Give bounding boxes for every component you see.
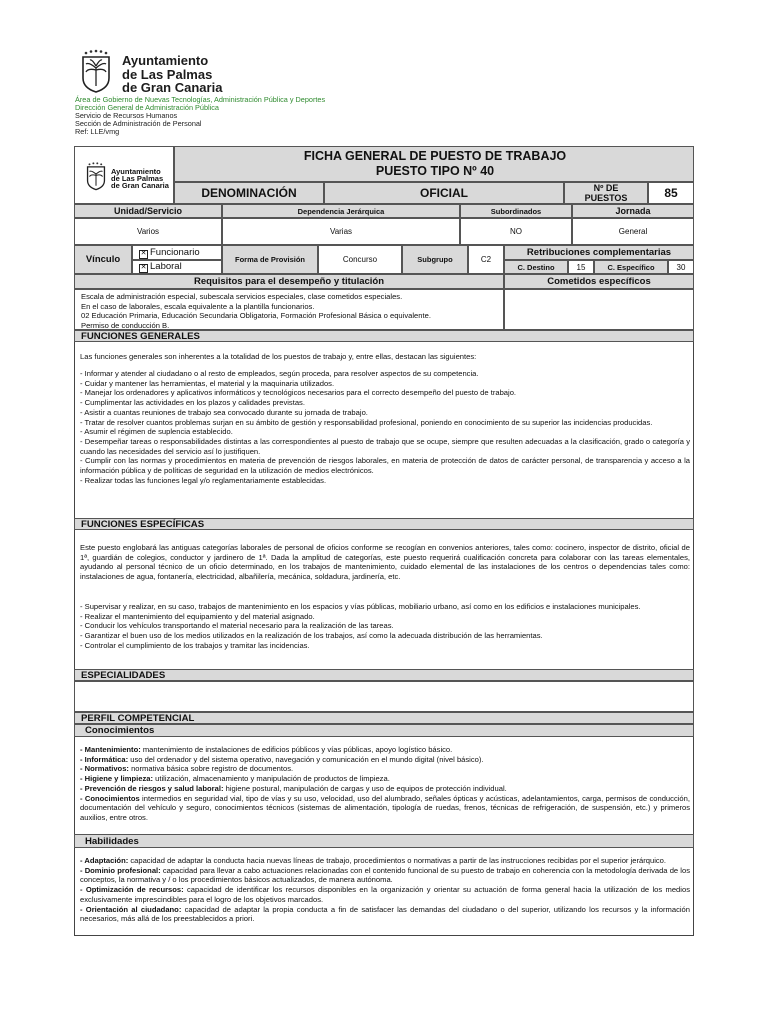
dependencia-value: Varias [222, 218, 460, 245]
funciones-especificas-list [80, 602, 690, 651]
checked-box-icon: ✕ [140, 264, 147, 271]
cometidos-text [504, 289, 694, 330]
list-item: - Desempeñar tareas o responsabilidades distintas a las correspondientes al puesto de trabajo que se ocupe, siempre que resulten adecuadas a la clasificación, grado o categoría y cuando las necesidades del servicio así lo justifiquen. [80, 436, 690, 456]
vinculo-label: Vínculo [74, 245, 132, 274]
habilidades-heading: Habilidades [74, 834, 694, 848]
org-name-line2: de Las Palmas [122, 67, 213, 82]
vinculo-funcionario [132, 245, 222, 260]
coat-of-arms-icon [76, 48, 122, 94]
list-item: - Asistir a cuantas reuniones de trabajo sea convocado durante su jornada de trabajo. [80, 407, 368, 417]
list-item: - Supervisar y realizar, en su caso, trabajos de mantenimiento en los espacios y vías públicas, mobiliario urbano, así como en los edificios e instalaciones municipales. [80, 602, 641, 611]
funciones-especificas-intro: Este puesto englobará las antiguas categorías laborales de personal de oficios conforme se recogían en convenios anteriores, tales como: cocinero, inspector de distrito, oficial de 1ª, guardián de colegios, conductor y jardinero de 1ª. Dada la amplitud de categorías, este puesto requerirá cualificación concreta para colaborar con las tareas elementales, ayudando al personal técnico de un oficio determinado, en los trabajos de mantenimiento, cuidado elemental de las instalaciones de los centros o dependencias tales como: instalaciones de agua, fontanería, electricidad, albañilería, mecánica, soldadura, jardinería, etc. [80, 543, 690, 582]
especialidades-heading: ESPECIALIDADES [74, 669, 694, 681]
list-item: - Higiene y limpieza: utilización, almacenamiento y manipulación de productos de limpieza. [80, 774, 390, 784]
list-item: - Realizar todas las funciones legal y/o reglamentariamente establecidas. [80, 475, 327, 485]
requisito-line: 02 Educación Primaria, Educación Secundaria Obligatoria, Formación Profesional Básica o equivalente. [81, 311, 431, 321]
conocimientos-list [80, 745, 690, 823]
conocimientos-heading: Conocimientos [74, 724, 694, 737]
funciones-generales-intro: Las funciones generales son inherentes a la totalidad de los puestos de trabajo y, entre ellas, destacan las siguientes: [80, 352, 477, 361]
list-item: - Optimización de recursos: capacidad de identificar los recursos disponibles en la organización y orientar su actuación de forma general hacia la utilización de los medios exclusivamente imprescindibles para el logro de los objetivos marcados. [80, 885, 690, 904]
requisito-line: En el caso de laborales, escala equivalente a la plantilla funcionarios. [81, 301, 315, 311]
unidad-value: Varios [74, 218, 222, 245]
org-name-line1: Ayuntamiento [122, 53, 209, 68]
requisito-line: Escala de administración especial, subescala servicios especiales, clase cometidos especiales. [81, 292, 403, 301]
perfil-heading: PERFIL COMPETENCIAL [74, 712, 694, 724]
list-item: - Normativos: normativa básica sobre registro de documentos. [80, 764, 294, 774]
subgrupo-label: Subgrupo [402, 245, 468, 274]
denominacion-label: DENOMINACIÓN [174, 182, 324, 204]
list-item: - Dominio profesional: capacidad para llevar a cabo actuaciones relacionadas con el contenido funcional de su puesto de trabajo en coherencia con la metodología derivada de los conceptos, la normativa y / o los procedimientos básicos actualizados, de manera autónoma. [80, 865, 691, 885]
list-item: - Informática: uso del ordenador y del sistema operativo, navegación y comunicación en el mundo digital (nivel básico). [80, 754, 484, 764]
subordinados-value: NO [460, 218, 572, 245]
list-item: - Realizar el mantenimiento del equipamiento y del material asignado. [80, 611, 315, 621]
jornada-value: General [572, 218, 694, 245]
especifico-value: 30 [668, 260, 694, 274]
list-item: - Cuidar y mantener las herramientas, el material y la maquinaria utilizados. [80, 378, 335, 388]
subordinados-label: Subordinados [460, 204, 572, 218]
title-cell [174, 146, 694, 182]
small-org-line1: Ayuntamiento [111, 167, 161, 176]
list-item: - Mantenimiento: mantenimiento de instalaciones de edificios públicos y vías públicas, apoyo logístico básico. [80, 745, 453, 754]
small-logo-cell [74, 146, 174, 204]
vinculo-laboral [132, 260, 222, 274]
list-item: - Cumplimentar las actividades en los plazos y calidades previstas. [80, 398, 305, 408]
vinculo-funcionario-label: Funcionario [150, 247, 200, 258]
requisitos-text [74, 289, 504, 330]
forma-provision-label: Forma de Provisión [222, 245, 318, 274]
list-item: - Prevención de riesgos y salud laboral: higiene postural, manipulación de cargas y uso de equipos de protección individual. [80, 783, 507, 793]
ficha-title: FICHA GENERAL DE PUESTO DE TRABAJO [303, 149, 567, 163]
small-org-line2: de Las Palmas [111, 174, 164, 183]
direccion-line: Dirección General de Administración Pública [75, 103, 219, 112]
funciones-especificas-heading: FUNCIONES ESPECÍFICAS [74, 518, 694, 530]
area-line: Área de Gobierno de Nuevas Tecnologías, Administración Pública y Deportes [75, 95, 326, 104]
small-org-line3: de Gran Canaria [111, 181, 169, 190]
list-item: - Orientación al ciudadano: capacidad de adaptar la propia conducta a fin de satisfacer las demandas del ciudadano o del superior, utilizando los recursos y la información necesarios, más allá de los preestablecidos a priori. [80, 904, 690, 924]
seccion-line: Sección de Administración de Personal [75, 119, 202, 128]
num-puestos-label: Nº DE PUESTOS [564, 182, 648, 204]
funciones-generales-list [80, 369, 690, 485]
servicio-line: Servicio de Recursos Humanos [75, 111, 178, 120]
list-item: - Garantizar el buen uso de los medios utilizados en la realización de los trabajos, así como la adecuada distribución de las herramientas. [80, 631, 543, 641]
org-name-line3: de Gran Canaria [122, 80, 223, 95]
requisitos-label: Requisitos para el desempeño y titulación [74, 274, 504, 289]
list-item: - Manejar los ordenadores y aplicativos informáticos y tecnológicos necesarios para el correcto desempeño del puesto de trabajo. [80, 388, 517, 398]
list-item: - Controlar el cumplimiento de los trabajos y tramitar las incidencias. [80, 640, 310, 650]
vinculo-laboral-label: Laboral [150, 261, 182, 272]
list-item: - Tratar de resolver cuantos problemas surjan en su ámbito de gestión y responsabilidad profesional, poniendo en conocimiento de su superior las incidencias producidas. [80, 417, 653, 427]
funciones-generales-heading: FUNCIONES GENERALES [74, 330, 694, 342]
list-item: - Informar y atender al ciudadano o al resto de empleados, según proceda, para resolver aspectos de su competencia. [80, 369, 479, 378]
subgrupo-value: C2 [468, 245, 504, 274]
list-item: - Adaptación: capacidad de adaptar la conducta hacia nuevas líneas de trabajo, procedimientos o normativas a partir de las instrucciones recibidas por el superior jerárquico. [80, 856, 667, 865]
retribuciones-label: Retribuciones complementarias [504, 245, 694, 260]
cometidos-label: Cometidos específicos [504, 274, 694, 289]
num-puestos-value: 85 [648, 182, 694, 204]
list-item: - Conocimientos intermedios en seguridad vial, tipo de vías y su uso, velocidad, uso del alumbrado, señales ópticas y acústicas, adelantamientos, carga, permisos de conducción, documentación del vehículo y seguro, conocimientos técnicos (sistemas de alimentación, tipología de ruedas, frenos, técnicas de refrigeración, de suspensión, etc.) y primeros auxilios, entre otros. [80, 793, 690, 822]
habilidades-list [80, 856, 690, 924]
dependencia-label: Dependencia Jerárquica [222, 204, 460, 218]
especialidades-body [74, 681, 694, 712]
list-item: - Conducir los vehículos transportando el material necesario para la realización de las tareas. [80, 621, 394, 631]
checked-box-icon: ✕ [140, 250, 147, 257]
forma-provision-value: Concurso [318, 245, 402, 274]
requisito-line: Permiso de conducción B. [81, 320, 170, 330]
unidad-label: Unidad/Servicio [74, 204, 222, 218]
list-item: - Asumir el régimen de suplencia establecido. [80, 427, 233, 437]
destino-label: C. Destino [504, 260, 568, 274]
destino-value: 15 [568, 260, 594, 274]
ref-line: Ref: LLE/vmg [75, 127, 120, 136]
list-item: - Cumplir con las normas y procedimientos en materia de prevención de riesgos laborales, en materia de protección de datos de carácter personal, de transparencia y acceso a la información pública y de políticas de seguridad en la utilización de medios electrónicos. [80, 456, 690, 476]
puesto-tipo: PUESTO TIPO Nº 40 [375, 164, 495, 178]
jornada-label: Jornada [572, 204, 694, 218]
especifico-label: C. Específico [594, 260, 668, 274]
coat-of-arms-icon [83, 161, 109, 191]
denominacion-value: OFICIAL [324, 182, 564, 204]
